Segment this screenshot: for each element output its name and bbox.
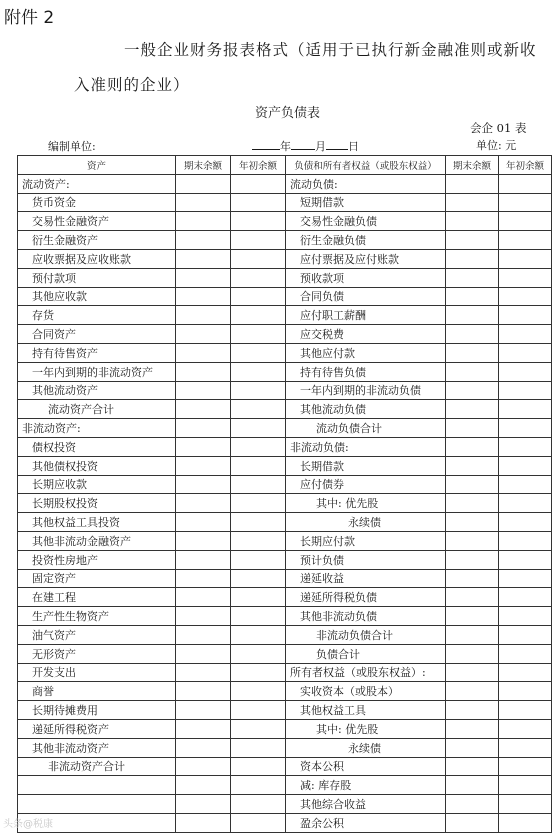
asset-begin-balance-cell <box>231 550 286 569</box>
table-row <box>18 644 552 663</box>
liability-item: 非流动负债合计 <box>286 625 446 644</box>
col-header-begin-balance-2: 年初余额 <box>499 156 552 175</box>
liability-end-balance-cell <box>446 249 499 268</box>
table-row <box>18 531 552 550</box>
asset-begin-balance-cell <box>231 776 286 795</box>
liability-end-balance-cell <box>446 757 499 776</box>
liability-item: 衍生金融负债 <box>286 231 446 250</box>
asset-item: 持有待售资产 <box>18 343 176 362</box>
asset-end-balance-cell <box>176 625 231 644</box>
table-row <box>18 193 552 212</box>
liability-item: 长期借款 <box>286 456 446 475</box>
asset-begin-balance-cell <box>231 795 286 814</box>
table-row <box>18 437 552 456</box>
liability-item: 其他应付款 <box>286 343 446 362</box>
table-row <box>18 231 552 250</box>
document-title-line2: 入准则的企业） <box>74 76 190 94</box>
liability-end-balance-cell <box>446 663 499 682</box>
liability-item: 永续债 <box>286 738 446 757</box>
liability-end-balance-cell <box>446 494 499 513</box>
liability-end-balance-cell <box>446 419 499 438</box>
asset-item: 递延所得税资产 <box>18 719 176 738</box>
liability-item: 应付债券 <box>286 475 446 494</box>
asset-begin-balance-cell <box>231 475 286 494</box>
asset-item: 货币资金 <box>18 193 176 212</box>
liability-end-balance-cell <box>446 212 499 231</box>
asset-end-balance-cell <box>176 644 231 663</box>
liability-item: 持有待售负债 <box>286 362 446 381</box>
liability-end-balance-cell <box>446 682 499 701</box>
liability-item: 所有者权益（或股东权益）: <box>286 663 446 682</box>
balance-sheet-table <box>17 155 552 833</box>
liability-end-balance-cell <box>446 456 499 475</box>
liability-begin-balance-cell <box>499 757 552 776</box>
asset-begin-balance-cell <box>231 325 286 344</box>
asset-item: 应收票据及应收账款 <box>18 249 176 268</box>
asset-begin-balance-cell <box>231 588 286 607</box>
liability-begin-balance-cell <box>499 569 552 588</box>
liability-begin-balance-cell <box>499 776 552 795</box>
liability-begin-balance-cell <box>499 663 552 682</box>
liability-item: 负债合计 <box>286 644 446 663</box>
asset-begin-balance-cell <box>231 343 286 362</box>
asset-end-balance-cell <box>176 513 231 532</box>
table-row <box>18 174 552 193</box>
liability-begin-balance-cell <box>499 701 552 720</box>
asset-item: 其他非流动资产 <box>18 738 176 757</box>
liability-end-balance-cell <box>446 193 499 212</box>
liability-begin-balance-cell <box>499 325 552 344</box>
asset-begin-balance-cell <box>231 268 286 287</box>
col-header-begin-balance: 年初余额 <box>231 156 286 175</box>
table-row <box>18 287 552 306</box>
table-row <box>18 362 552 381</box>
liability-end-balance-cell <box>446 362 499 381</box>
liability-item: 永续债 <box>286 513 446 532</box>
asset-end-balance-cell <box>176 174 231 193</box>
liability-begin-balance-cell <box>499 456 552 475</box>
liability-item: 实收资本（或股本） <box>286 682 446 701</box>
table-row <box>18 663 552 682</box>
table-row <box>18 813 552 832</box>
asset-item: 生产性生物资产 <box>18 607 176 626</box>
asset-begin-balance-cell <box>231 362 286 381</box>
liability-begin-balance-cell <box>499 419 552 438</box>
liability-begin-balance-cell <box>499 738 552 757</box>
asset-begin-balance-cell <box>231 663 286 682</box>
liability-end-balance-cell <box>446 475 499 494</box>
asset-end-balance-cell <box>176 776 231 795</box>
liability-item: 长期应付款 <box>286 531 446 550</box>
liability-item: 应付票据及应付账款 <box>286 249 446 268</box>
date-line <box>252 138 359 154</box>
asset-end-balance-cell <box>176 494 231 513</box>
liability-begin-balance-cell <box>499 475 552 494</box>
liability-end-balance-cell <box>446 719 499 738</box>
table-row <box>18 625 552 644</box>
asset-begin-balance-cell <box>231 174 286 193</box>
asset-begin-balance-cell <box>231 738 286 757</box>
col-header-assets: 资产 <box>18 156 176 175</box>
asset-end-balance-cell <box>176 456 231 475</box>
liability-begin-balance-cell <box>499 174 552 193</box>
table-row <box>18 212 552 231</box>
liability-end-balance-cell <box>446 400 499 419</box>
asset-item: 一年内到期的非流动资产 <box>18 362 176 381</box>
asset-item: 非流动资产: <box>18 419 176 438</box>
liability-begin-balance-cell <box>499 795 552 814</box>
asset-begin-balance-cell <box>231 607 286 626</box>
table-row <box>18 381 552 400</box>
liability-begin-balance-cell <box>499 588 552 607</box>
liability-end-balance-cell <box>446 231 499 250</box>
asset-item <box>18 776 176 795</box>
liability-end-balance-cell <box>446 381 499 400</box>
liability-item: 递延所得税负债 <box>286 588 446 607</box>
liability-item: 一年内到期的非流动负债 <box>286 381 446 400</box>
liability-begin-balance-cell <box>499 231 552 250</box>
month-label: 月 <box>315 140 326 153</box>
asset-item: 油气资产 <box>18 625 176 644</box>
asset-begin-balance-cell <box>231 513 286 532</box>
table-row <box>18 400 552 419</box>
asset-item: 长期应收款 <box>18 475 176 494</box>
liability-end-balance-cell <box>446 738 499 757</box>
liability-begin-balance-cell <box>499 437 552 456</box>
asset-item: 固定资产 <box>18 569 176 588</box>
liability-item: 减: 库存股 <box>286 776 446 795</box>
asset-end-balance-cell <box>176 306 231 325</box>
liability-end-balance-cell <box>446 513 499 532</box>
asset-begin-balance-cell <box>231 456 286 475</box>
liability-item: 应交税费 <box>286 325 446 344</box>
liability-begin-balance-cell <box>499 682 552 701</box>
liability-item: 其他综合收益 <box>286 795 446 814</box>
liability-end-balance-cell <box>446 795 499 814</box>
liability-end-balance-cell <box>446 287 499 306</box>
asset-end-balance-cell <box>176 268 231 287</box>
asset-begin-balance-cell <box>231 249 286 268</box>
table-row <box>18 494 552 513</box>
table-row <box>18 795 552 814</box>
asset-begin-balance-cell <box>231 287 286 306</box>
table-row <box>18 456 552 475</box>
table-row <box>18 343 552 362</box>
liability-item: 非流动负债: <box>286 437 446 456</box>
asset-item: 流动资产: <box>18 174 176 193</box>
liability-begin-balance-cell <box>499 362 552 381</box>
col-header-end-balance-2: 期末余额 <box>446 156 499 175</box>
asset-begin-balance-cell <box>231 437 286 456</box>
asset-end-balance-cell <box>176 795 231 814</box>
table-row <box>18 550 552 569</box>
asset-item: 存货 <box>18 306 176 325</box>
asset-item: 其他流动资产 <box>18 381 176 400</box>
liability-end-balance-cell <box>446 325 499 344</box>
liability-begin-balance-cell <box>499 644 552 663</box>
asset-end-balance-cell <box>176 663 231 682</box>
asset-begin-balance-cell <box>231 494 286 513</box>
liability-end-balance-cell <box>446 531 499 550</box>
liability-begin-balance-cell <box>499 607 552 626</box>
table-row <box>18 719 552 738</box>
liability-begin-balance-cell <box>499 400 552 419</box>
asset-begin-balance-cell <box>231 757 286 776</box>
liability-item: 递延收益 <box>286 569 446 588</box>
asset-end-balance-cell <box>176 607 231 626</box>
table-row <box>18 306 552 325</box>
asset-end-balance-cell <box>176 701 231 720</box>
asset-item: 流动资产合计 <box>18 400 176 419</box>
liability-item: 流动负债合计 <box>286 419 446 438</box>
asset-end-balance-cell <box>176 381 231 400</box>
month-blank <box>291 138 315 150</box>
asset-end-balance-cell <box>176 325 231 344</box>
asset-item: 长期待摊费用 <box>18 701 176 720</box>
table-row <box>18 682 552 701</box>
liability-end-balance-cell <box>446 588 499 607</box>
liability-item: 预收款项 <box>286 268 446 287</box>
asset-end-balance-cell <box>176 738 231 757</box>
asset-item: 开发支出 <box>18 663 176 682</box>
table-row <box>18 701 552 720</box>
asset-end-balance-cell <box>176 813 231 832</box>
table-row <box>18 249 552 268</box>
liability-begin-balance-cell <box>499 513 552 532</box>
liability-begin-balance-cell <box>499 343 552 362</box>
liability-end-balance-cell <box>446 813 499 832</box>
table-row <box>18 325 552 344</box>
liability-item: 其他权益工具 <box>286 701 446 720</box>
asset-begin-balance-cell <box>231 193 286 212</box>
asset-begin-balance-cell <box>231 419 286 438</box>
asset-item <box>18 795 176 814</box>
year-blank <box>252 138 280 150</box>
liability-begin-balance-cell <box>499 550 552 569</box>
asset-begin-balance-cell <box>231 306 286 325</box>
asset-item: 无形资产 <box>18 644 176 663</box>
asset-end-balance-cell <box>176 475 231 494</box>
liability-item: 其他流动负债 <box>286 400 446 419</box>
liability-item: 应付职工薪酬 <box>286 306 446 325</box>
document-title-line1: 一般企业财务报表格式（适用于已执行新金融准则或新收 <box>124 41 537 59</box>
asset-item: 商誉 <box>18 682 176 701</box>
table-row <box>18 776 552 795</box>
liability-end-balance-cell <box>446 437 499 456</box>
liability-begin-balance-cell <box>499 813 552 832</box>
asset-end-balance-cell <box>176 531 231 550</box>
liability-end-balance-cell <box>446 644 499 663</box>
asset-item: 合同资产 <box>18 325 176 344</box>
asset-begin-balance-cell <box>231 813 286 832</box>
asset-end-balance-cell <box>176 249 231 268</box>
liability-item: 资本公积 <box>286 757 446 776</box>
liability-begin-balance-cell <box>499 381 552 400</box>
liability-end-balance-cell <box>446 569 499 588</box>
col-header-end-balance: 期末余额 <box>176 156 231 175</box>
asset-item: 债权投资 <box>18 437 176 456</box>
liability-begin-balance-cell <box>499 625 552 644</box>
asset-item: 其他应收款 <box>18 287 176 306</box>
asset-end-balance-cell <box>176 287 231 306</box>
table-row <box>18 268 552 287</box>
table-row <box>18 475 552 494</box>
liability-item: 其中: 优先股 <box>286 494 446 513</box>
liability-begin-balance-cell <box>499 531 552 550</box>
liability-begin-balance-cell <box>499 193 552 212</box>
table-row <box>18 419 552 438</box>
attachment-label: 附件 2 <box>4 8 55 28</box>
liability-end-balance-cell <box>446 607 499 626</box>
liability-begin-balance-cell <box>499 719 552 738</box>
asset-item: 其他债权投资 <box>18 456 176 475</box>
asset-item: 衍生金融资产 <box>18 231 176 250</box>
asset-end-balance-cell <box>176 343 231 362</box>
asset-end-balance-cell <box>176 193 231 212</box>
liability-item: 合同负债 <box>286 287 446 306</box>
liability-item: 流动负债: <box>286 174 446 193</box>
form-code: 会企 01 表 <box>470 121 527 135</box>
asset-end-balance-cell <box>176 588 231 607</box>
table-row <box>18 607 552 626</box>
asset-end-balance-cell <box>176 362 231 381</box>
org-label: 编制单位: <box>48 140 96 153</box>
asset-end-balance-cell <box>176 682 231 701</box>
asset-begin-balance-cell <box>231 531 286 550</box>
liability-end-balance-cell <box>446 174 499 193</box>
asset-end-balance-cell <box>176 419 231 438</box>
liability-end-balance-cell <box>446 625 499 644</box>
asset-begin-balance-cell <box>231 701 286 720</box>
asset-item: 交易性金融资产 <box>18 212 176 231</box>
asset-begin-balance-cell <box>231 231 286 250</box>
liability-begin-balance-cell <box>499 494 552 513</box>
liability-begin-balance-cell <box>499 212 552 231</box>
table-row <box>18 588 552 607</box>
liability-end-balance-cell <box>446 550 499 569</box>
asset-item: 其他非流动金融资产 <box>18 531 176 550</box>
asset-end-balance-cell <box>176 400 231 419</box>
asset-begin-balance-cell <box>231 625 286 644</box>
liability-item: 盈余公积 <box>286 813 446 832</box>
liability-end-balance-cell <box>446 343 499 362</box>
col-header-liabilities-equity: 负债和所有者权益（或股东权益） <box>286 156 446 175</box>
asset-item: 长期股权投资 <box>18 494 176 513</box>
statement-title: 资产负债表 <box>255 106 321 121</box>
asset-begin-balance-cell <box>231 682 286 701</box>
unit-label: 单位: 元 <box>476 139 517 152</box>
asset-end-balance-cell <box>176 437 231 456</box>
liability-item: 其他非流动负债 <box>286 607 446 626</box>
asset-begin-balance-cell <box>231 569 286 588</box>
asset-end-balance-cell <box>176 569 231 588</box>
liability-item: 交易性金融负债 <box>286 212 446 231</box>
asset-begin-balance-cell <box>231 719 286 738</box>
asset-end-balance-cell <box>176 719 231 738</box>
table-row <box>18 757 552 776</box>
liability-begin-balance-cell <box>499 249 552 268</box>
asset-item: 预付款项 <box>18 268 176 287</box>
asset-begin-balance-cell <box>231 400 286 419</box>
liability-item: 其中: 优先股 <box>286 719 446 738</box>
liability-begin-balance-cell <box>499 287 552 306</box>
asset-item: 在建工程 <box>18 588 176 607</box>
table-row <box>18 738 552 757</box>
liability-item: 预计负债 <box>286 550 446 569</box>
watermark: 头条@税康 <box>3 819 53 830</box>
liability-end-balance-cell <box>446 701 499 720</box>
liability-end-balance-cell <box>446 306 499 325</box>
liability-end-balance-cell <box>446 268 499 287</box>
table-row <box>18 569 552 588</box>
asset-end-balance-cell <box>176 550 231 569</box>
asset-item: 投资性房地产 <box>18 550 176 569</box>
liability-end-balance-cell <box>446 776 499 795</box>
day-blank <box>326 138 348 150</box>
liability-item: 短期借款 <box>286 193 446 212</box>
liability-begin-balance-cell <box>499 306 552 325</box>
table-row <box>18 513 552 532</box>
asset-begin-balance-cell <box>231 212 286 231</box>
table-header-row <box>18 156 552 175</box>
asset-begin-balance-cell <box>231 644 286 663</box>
asset-begin-balance-cell <box>231 381 286 400</box>
asset-item: 其他权益工具投资 <box>18 513 176 532</box>
asset-end-balance-cell <box>176 212 231 231</box>
asset-item: 非流动资产合计 <box>18 757 176 776</box>
asset-end-balance-cell <box>176 757 231 776</box>
liability-begin-balance-cell <box>499 268 552 287</box>
asset-end-balance-cell <box>176 231 231 250</box>
day-label: 日 <box>348 140 359 153</box>
year-label: 年 <box>280 140 291 153</box>
